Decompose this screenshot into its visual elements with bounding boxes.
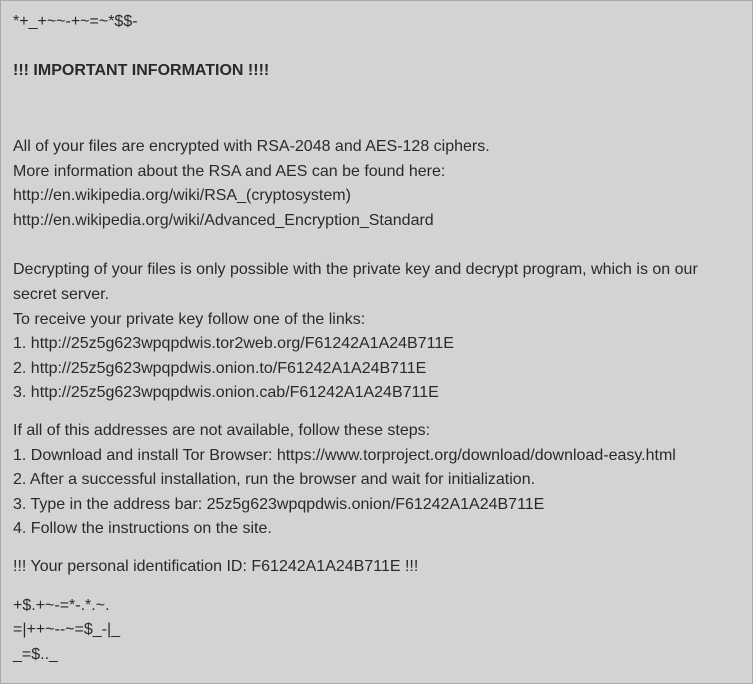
aes-wiki-link[interactable]: http://en.wikipedia.org/wiki/Advanced_Encryption_Standard: [13, 211, 434, 229]
personal-id-text: !!! Your personal identification ID: F61242A1A24B711E !!!: [13, 557, 419, 575]
steps-section: [13, 419, 740, 542]
footer-garble-line: _=$.._: [13, 645, 58, 663]
intro-line: All of your files are encrypted with RSA-2048 and AES-128 ciphers.: [13, 138, 490, 155]
footer-garble-line: =|++~--~=$_-|_: [13, 621, 121, 639]
intro-line: More information about the RSA and AES can be found here:: [13, 162, 446, 180]
footer-garble-section: [13, 594, 740, 668]
onion-to-link[interactable]: 2. http://25z5g623wpqpdwis.onion.to/F61242A1A24B711E: [13, 359, 427, 377]
important-title: !!! IMPORTANT INFORMATION !!!!: [13, 62, 270, 79]
top-garble-text: *+_+~~-+~=~*$$-: [13, 13, 138, 30]
personal-id-section: [13, 555, 740, 580]
onion-cab-link[interactable]: 3. http://25z5g623wpqpdwis.onion.cab/F61242A1A24B711E: [13, 384, 439, 402]
steps-intro: If all of this addresses are not available, follow these steps:: [13, 421, 431, 439]
decrypt-paragraph: Decrypting of your files is only possible with the private key and decrypt program, which is on our secret server.: [13, 261, 698, 303]
rsa-wiki-link[interactable]: http://en.wikipedia.org/wiki/RSA_(cryptosystem): [13, 187, 351, 205]
links-intro: To receive your private key follow one of the links:: [13, 310, 366, 328]
step-item: 4. Follow the instructions on the site.: [13, 520, 272, 538]
decrypt-section: [13, 258, 740, 406]
step-item: 3. Type in the address bar: 25z5g623wpqpdwis.onion/F61242A1A24B711E: [13, 495, 545, 513]
footer-garble-line: +$.+~-=*-.*.~.: [13, 596, 110, 614]
step-item[interactable]: 1. Download and install Tor Browser: https://www.torproject.org/download/download-easy.html: [13, 446, 676, 464]
step-item: 2. After a successful installation, run the browser and wait for initialization.: [13, 471, 536, 489]
tor2web-link[interactable]: 1. http://25z5g623wpqpdwis.tor2web.org/F61242A1A24B711E: [13, 335, 454, 353]
intro-section: [13, 135, 740, 233]
